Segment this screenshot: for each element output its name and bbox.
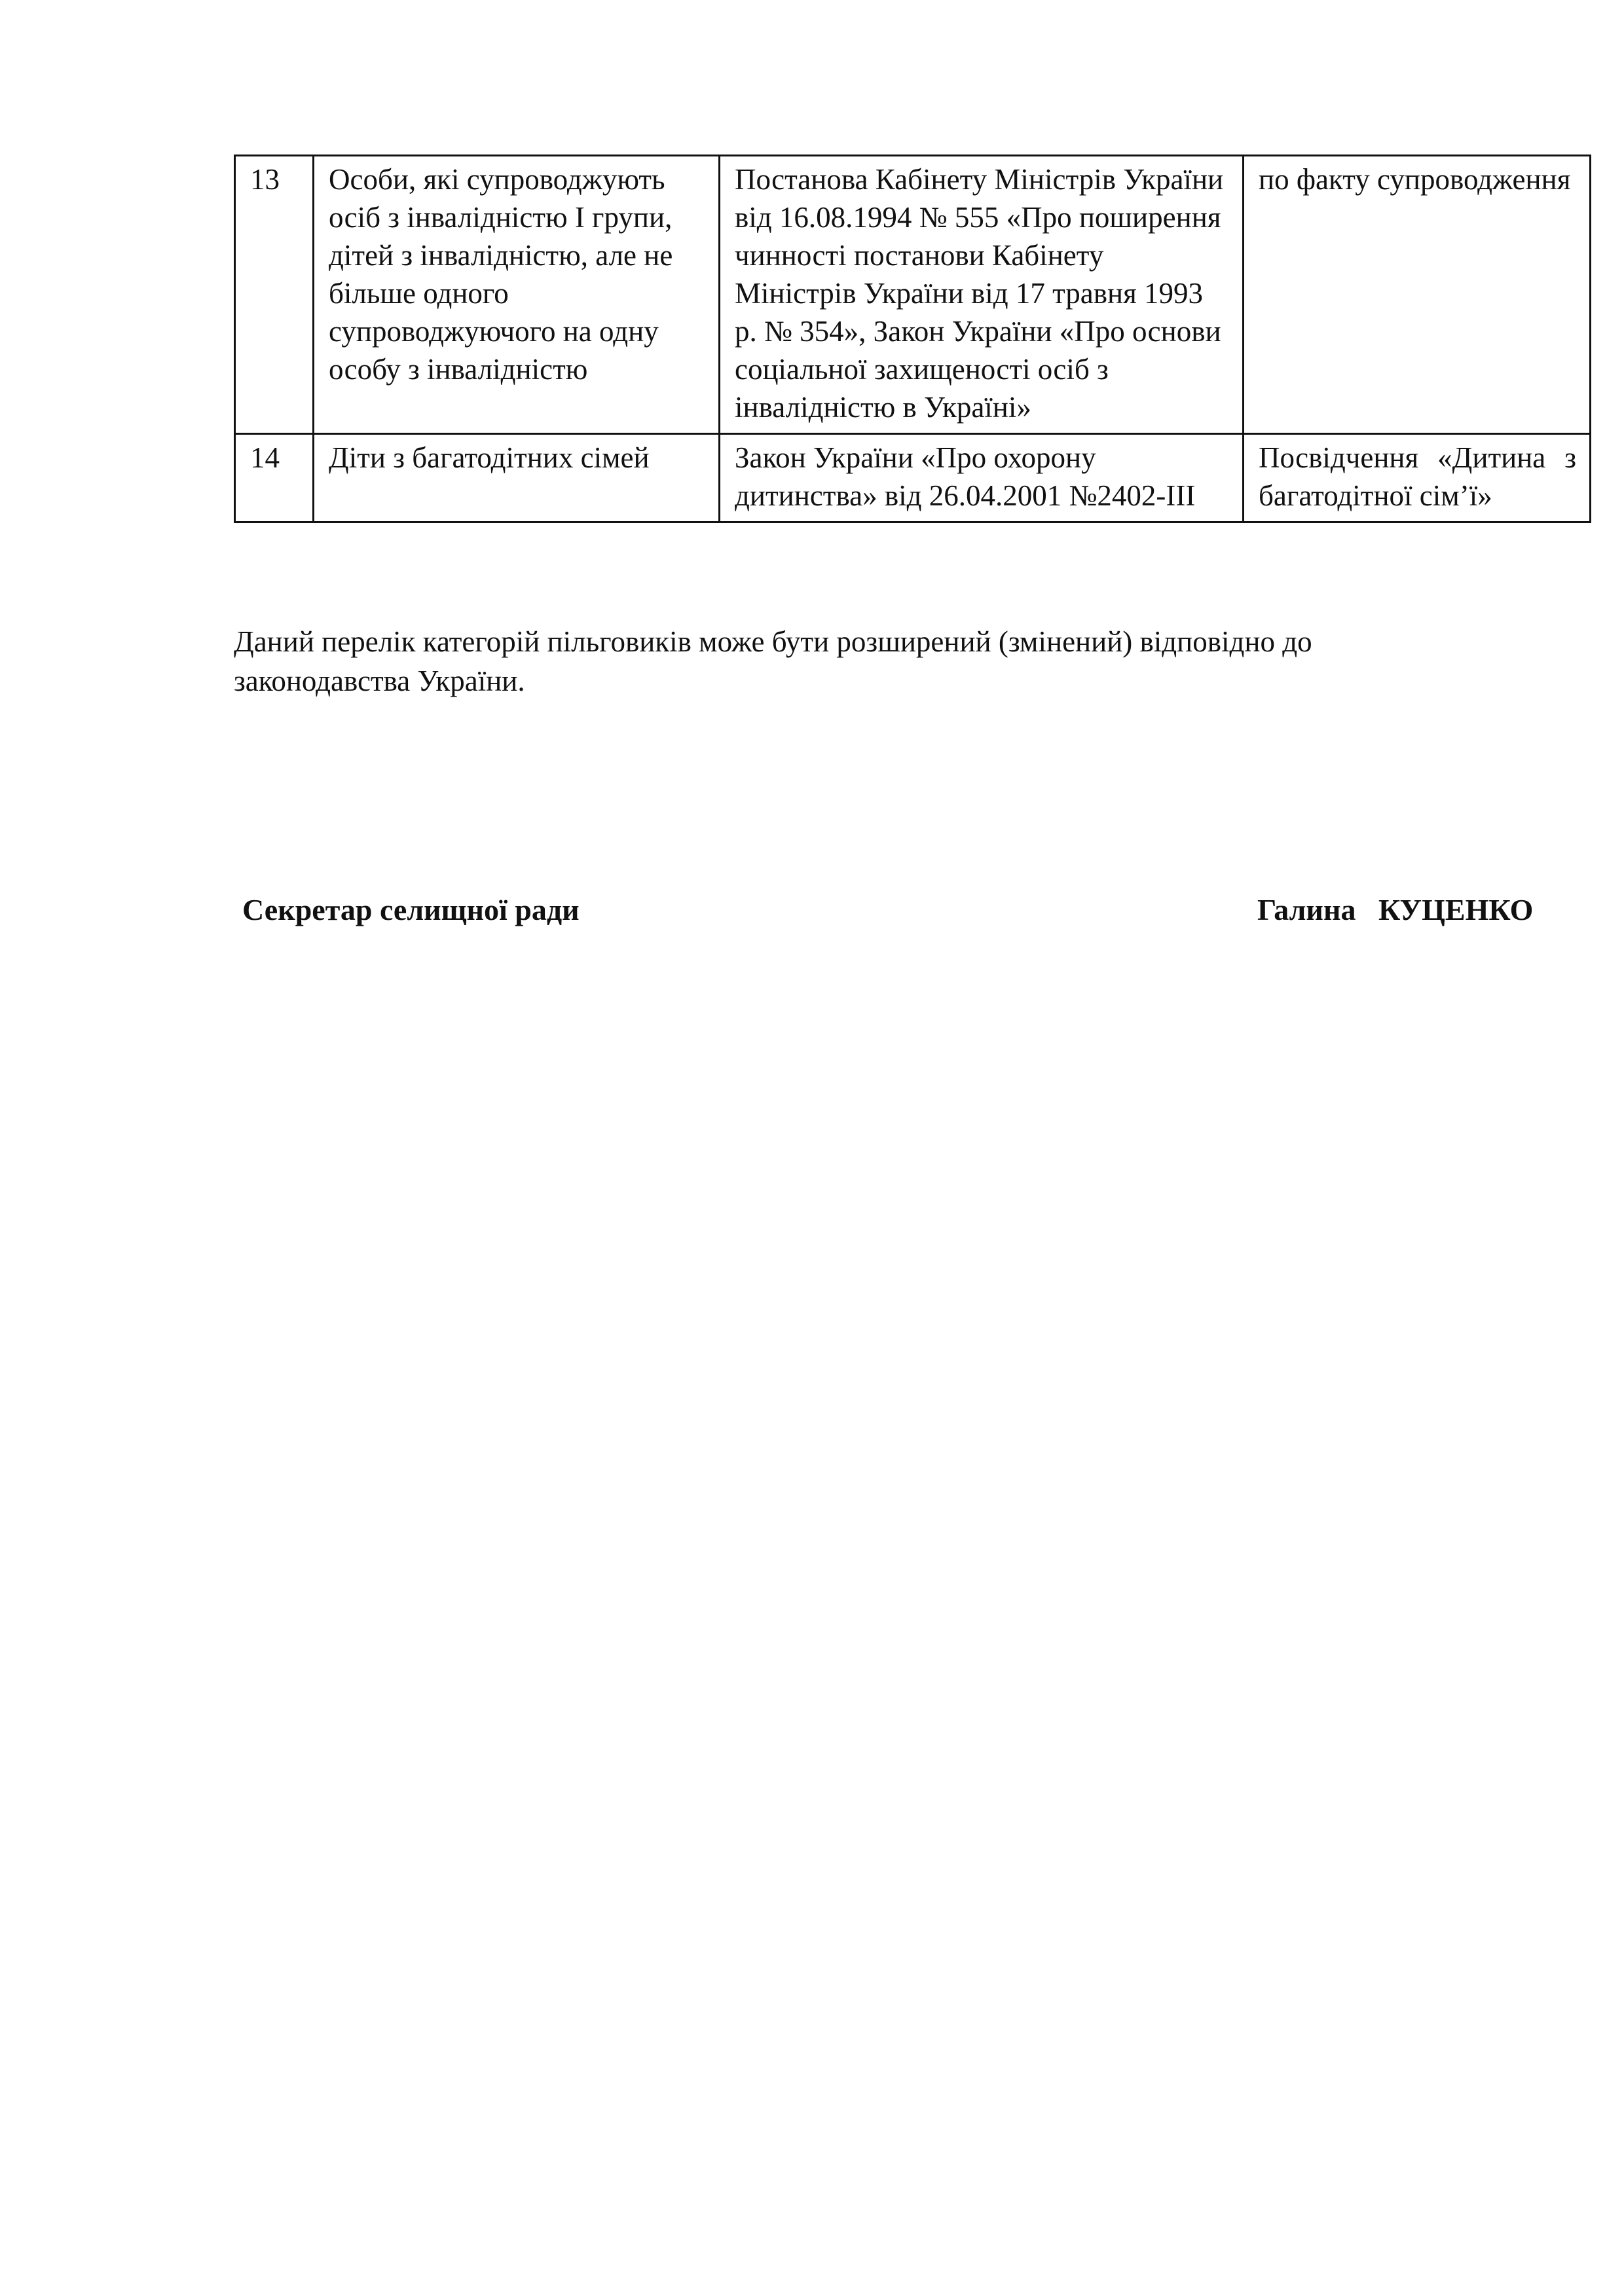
category-cell	[314, 156, 720, 434]
category-cell	[314, 434, 720, 522]
legal-basis-cell	[720, 434, 1244, 522]
document-text: по факту супроводження	[1259, 163, 1571, 196]
category-text: Особи, які супроводжують осіб з інвалідністю І групи, дітей з інвалідністю, але не більше одного супроводжуючого на одну особу з інвалідністю	[329, 163, 673, 386]
signatory-name: Галина КУЦЕНКО	[1257, 893, 1534, 926]
legal-basis-cell	[720, 156, 1244, 434]
table-row	[235, 156, 1591, 434]
row-number: 14	[250, 441, 280, 474]
document-text: Посвідчення «Дитина з багатодітної сім’ї»	[1259, 441, 1576, 512]
row-number-cell	[235, 156, 314, 434]
table-row	[235, 434, 1591, 522]
category-text: Діти з багатодітних сімей	[329, 441, 650, 474]
signatory-role: Секретар селищної ради	[242, 893, 580, 926]
row-number-cell	[235, 434, 314, 522]
document-cell	[1244, 156, 1591, 434]
document-cell	[1244, 434, 1591, 522]
legal-basis-text: Закон України «Про охорону дитинства» від 26.04.2001 №2402-ІІІ	[735, 441, 1196, 512]
benefits-table	[234, 155, 1591, 523]
legal-basis-text: Постанова Кабінету Міністрів України від 16.08.1994 № 555 «Про поширення чинності постанови Кабінету Міністрів України від 17 травня 1993 р. № 354», Закон України «Про основи соціальної захищеності осіб з інвалідністю в Україні»	[735, 163, 1224, 424]
row-number: 13	[250, 163, 280, 196]
note-paragraph: Даний перелік категорій пільговиків може бути розширений (змінений) відповідно до законодавства України.	[234, 625, 1312, 697]
